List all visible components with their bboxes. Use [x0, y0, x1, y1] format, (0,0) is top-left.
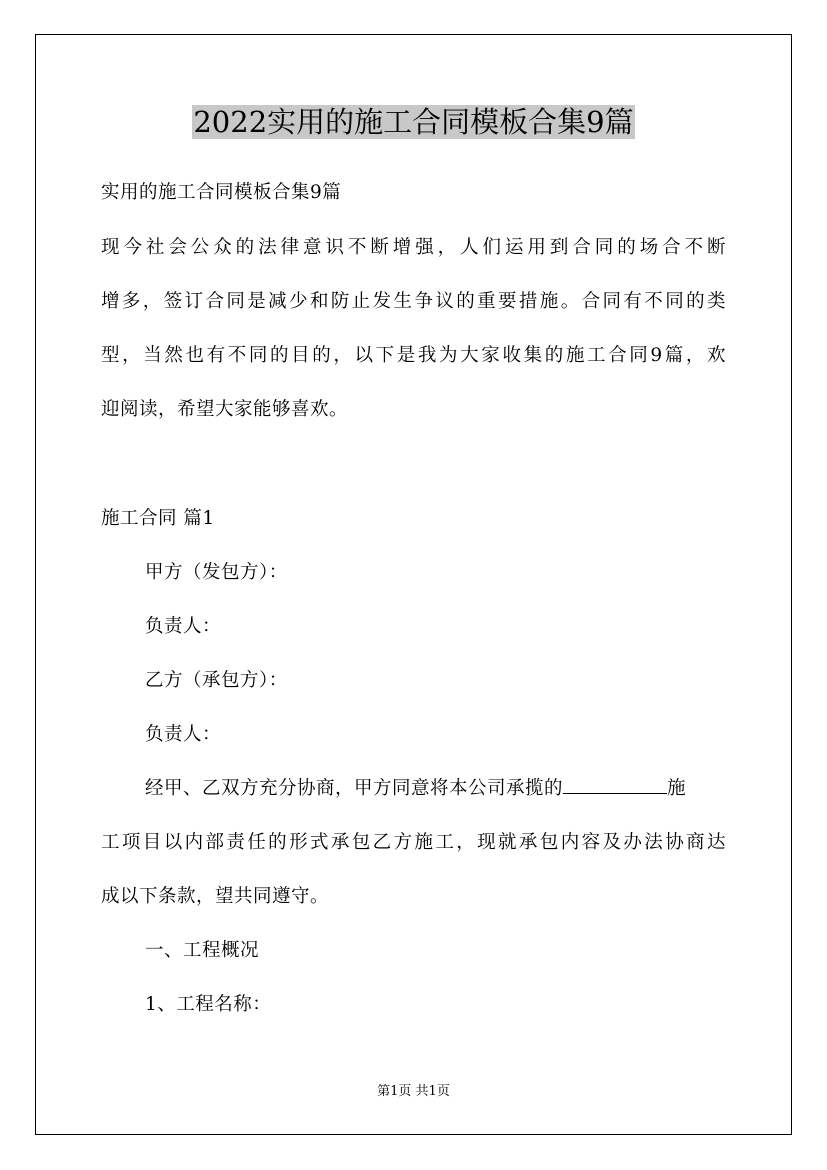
intro-line-4: 迎阅读，希望大家能够喜欢。 [101, 399, 349, 420]
agreement-line-1 [145, 775, 686, 803]
agreement-line-1-text: 经甲、乙双方充分协商，甲方同意将本公司承揽的 [145, 778, 564, 799]
intro-line-2: 增多，签订合同是减少和防止发生争议的重要措施。合同有不同的类 [101, 291, 726, 312]
agreement-line-3: 成以下条款，望共同遵守。 [101, 886, 330, 907]
project-name-blank [563, 775, 667, 794]
intro-line-3: 型，当然也有不同的目的，以下是我为大家收集的施工合同9篇，欢 [101, 345, 726, 366]
party-a-label: 甲方（发包方）： [145, 562, 288, 583]
agreement-line-1-end: 施 [667, 778, 687, 799]
section-heading: 施工合同 篇1 [101, 508, 215, 529]
clause-item-project-name: 1、工程名称： [145, 994, 272, 1015]
page-footer: 第1页 共1页 [377, 1084, 450, 1099]
party-a-rep-label: 负责人： [145, 616, 222, 637]
party-b-label: 乙方（承包方）： [145, 670, 288, 691]
agreement-line-2: 工项目以内部责任的形式承包乙方施工，现就承包内容及办法协商达 [101, 832, 726, 853]
intro-line-1: 现今社会公众的法律意识不断增强，人们运用到合同的场合不断 [101, 237, 726, 258]
document-title-text: 2022实用的施工合同模板合集9篇 [193, 105, 634, 139]
clause-heading: 一、工程概况 [145, 940, 260, 961]
party-b-rep-label: 负责人： [145, 724, 222, 745]
document-subtitle: 实用的施工合同模板合集9篇 [101, 182, 342, 203]
document-title [0, 100, 827, 144]
